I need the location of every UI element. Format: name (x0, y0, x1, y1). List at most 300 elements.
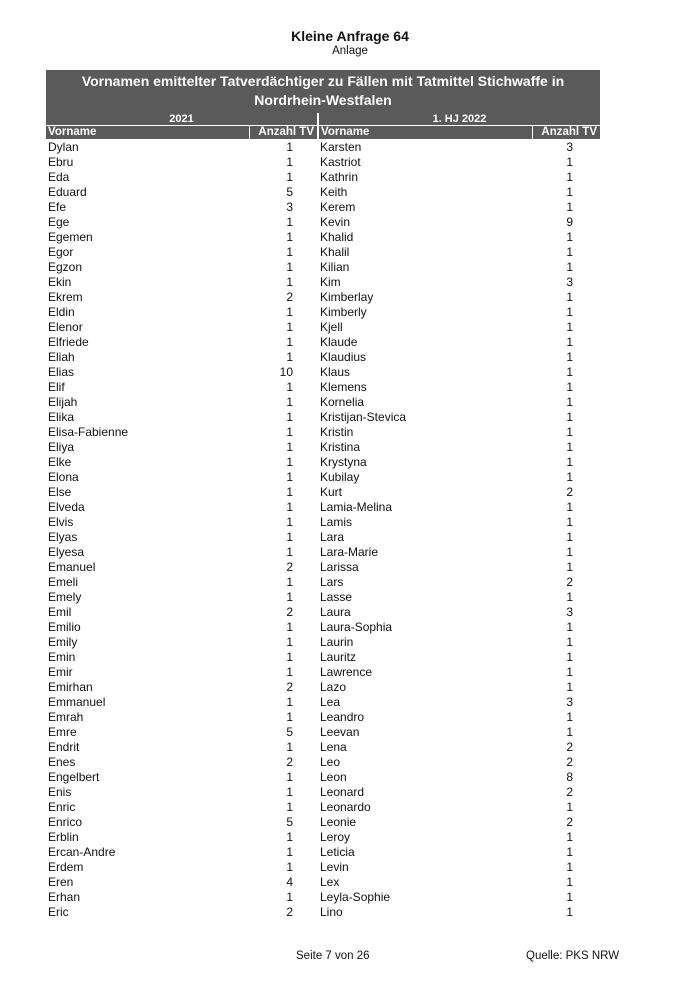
row-count: 1 (286, 620, 293, 634)
table-row (320, 185, 573, 200)
row-count: 1 (286, 425, 293, 439)
row-name: Lino (320, 905, 343, 919)
row-count: 1 (286, 860, 293, 874)
row-count: 1 (566, 530, 573, 544)
row-name: Ekin (48, 275, 72, 289)
row-count: 1 (566, 200, 573, 214)
row-count: 1 (566, 560, 573, 574)
table-row (48, 845, 293, 860)
row-count: 2 (566, 575, 573, 589)
table-row (320, 245, 573, 260)
period-header-left: 2021 (46, 113, 317, 125)
table-row (48, 485, 293, 500)
row-name: Lawrence (320, 665, 373, 679)
row-name: Eren (48, 875, 74, 889)
table-row (48, 440, 293, 455)
table-row (320, 335, 573, 350)
row-name: Elika (48, 410, 75, 424)
row-count: 1 (566, 410, 573, 424)
table-row (48, 500, 293, 515)
table-row (320, 725, 573, 740)
table-row (320, 305, 573, 320)
row-count: 8 (566, 770, 573, 784)
table-row (48, 830, 293, 845)
row-name: Emanuel (48, 560, 96, 574)
row-name: Erblin (48, 830, 79, 844)
row-count: 1 (286, 710, 293, 724)
row-name: Khalil (320, 245, 350, 259)
row-count: 3 (566, 695, 573, 709)
table-row (320, 560, 573, 575)
table-row (48, 710, 293, 725)
row-count: 1 (566, 890, 573, 904)
table-row (48, 560, 293, 575)
row-name: Emely (48, 590, 82, 604)
row-name: Leroy (320, 830, 351, 844)
row-name: Larissa (320, 560, 359, 574)
table-banner (46, 70, 600, 113)
table-row (320, 500, 573, 515)
row-count: 1 (286, 515, 293, 529)
source-note: Quelle: PKS NRW (526, 950, 620, 962)
row-count: 9 (566, 215, 573, 229)
row-name: Kubilay (320, 470, 360, 484)
row-count: 1 (286, 380, 293, 394)
row-count: 2 (286, 680, 293, 694)
row-name: Egor (48, 245, 74, 259)
row-count: 1 (286, 695, 293, 709)
row-count: 1 (286, 455, 293, 469)
row-name: Else (48, 485, 72, 499)
table-row (320, 260, 573, 275)
row-name: Emrah (48, 710, 84, 724)
row-name: Emin (48, 650, 76, 664)
row-name: Kim (320, 275, 341, 289)
row-name: Laurin (320, 635, 354, 649)
row-count: 2 (286, 905, 293, 919)
table-row (48, 620, 293, 635)
row-count: 1 (566, 875, 573, 889)
table-row (320, 785, 573, 800)
row-name: Emirhan (48, 680, 93, 694)
table-row (48, 140, 293, 155)
table-row (48, 590, 293, 605)
row-count: 1 (566, 635, 573, 649)
row-name: Leonardo (320, 800, 371, 814)
row-count: 1 (566, 170, 573, 184)
row-name: Elisa-Fabienne (48, 425, 129, 439)
table-row (48, 185, 293, 200)
table-row (320, 320, 573, 335)
table-row (320, 800, 573, 815)
row-count: 1 (566, 665, 573, 679)
table-row (320, 710, 573, 725)
row-count: 1 (566, 800, 573, 814)
row-count: 1 (566, 845, 573, 859)
row-name: Lena (320, 740, 347, 754)
row-count: 1 (286, 320, 293, 334)
row-name: Emilio (48, 620, 81, 634)
row-name: Kornelia (320, 395, 365, 409)
table-row (320, 635, 573, 650)
row-name: Lamia-Melina (320, 500, 393, 514)
row-name: Karsten (320, 140, 362, 154)
row-count: 1 (286, 335, 293, 349)
right-name-table (320, 140, 573, 920)
table-row (48, 275, 293, 290)
table-row (320, 155, 573, 170)
table-row (48, 890, 293, 905)
row-name: Elyesa (48, 545, 85, 559)
row-count: 1 (286, 590, 293, 604)
banner-line-2: Nordrhein-Westfalen (254, 92, 392, 108)
row-name: Enes (48, 755, 76, 769)
row-count: 1 (566, 860, 573, 874)
row-name: Eldin (48, 305, 75, 319)
row-count: 1 (286, 830, 293, 844)
table-row (48, 785, 293, 800)
row-count: 1 (286, 545, 293, 559)
row-count: 1 (286, 665, 293, 679)
row-count: 3 (566, 140, 573, 154)
table-row (48, 545, 293, 560)
row-name: Kristin (320, 425, 354, 439)
table-row (48, 725, 293, 740)
row-name: Emir (48, 665, 73, 679)
row-name: Lamis (320, 515, 353, 529)
table-row (320, 650, 573, 665)
row-count: 2 (566, 485, 573, 499)
row-count: 1 (286, 140, 293, 154)
row-name: Lex (320, 875, 340, 889)
table-row (320, 170, 573, 185)
row-count: 1 (566, 725, 573, 739)
table-row (320, 230, 573, 245)
row-name: Dylan (48, 140, 79, 154)
table-row (320, 620, 573, 635)
row-name: Leticia (320, 845, 355, 859)
table-row (320, 770, 573, 785)
row-name: Kevin (320, 215, 351, 229)
table-row (48, 800, 293, 815)
row-count: 1 (286, 260, 293, 274)
row-name: Erhan (48, 890, 81, 904)
row-name: Elfriede (48, 335, 89, 349)
row-name: Endrit (48, 740, 80, 754)
row-count: 1 (566, 455, 573, 469)
table-row (48, 905, 293, 920)
table-row (320, 425, 573, 440)
table-row (48, 770, 293, 785)
row-name: Eduard (48, 185, 87, 199)
row-name: Ercan-Andre (48, 845, 116, 859)
row-count: 1 (566, 515, 573, 529)
row-count: 1 (286, 440, 293, 454)
row-count: 1 (566, 245, 573, 259)
row-count: 1 (566, 350, 573, 364)
row-count: 2 (286, 755, 293, 769)
row-name: Eric (48, 905, 69, 919)
table-row (48, 605, 293, 620)
row-count: 2 (566, 755, 573, 769)
row-name: Elias (48, 365, 75, 379)
row-count: 1 (566, 590, 573, 604)
table-row (48, 860, 293, 875)
table-row (320, 665, 573, 680)
row-name: Lars (320, 575, 344, 589)
row-count: 1 (566, 305, 573, 319)
row-name: Enrico (48, 815, 83, 829)
banner-line-1: Vornamen emittelter Tatverdächtiger zu Fällen mit Tatmittel Stichwaffe in (81, 73, 565, 89)
row-name: Erdem (48, 860, 84, 874)
row-name: Lasse (320, 590, 353, 604)
row-name: Emre (48, 725, 77, 739)
row-count: 5 (286, 185, 293, 199)
row-name: Laura-Sophia (320, 620, 393, 634)
table-row (320, 905, 573, 920)
row-count: 1 (286, 275, 293, 289)
row-count: 1 (566, 650, 573, 664)
table-row (48, 665, 293, 680)
table-row (48, 380, 293, 395)
row-name: Klaudius (320, 350, 367, 364)
table-row (48, 635, 293, 650)
table-row (48, 575, 293, 590)
row-name: Lazo (320, 680, 347, 694)
table-row (48, 425, 293, 440)
row-count: 1 (286, 740, 293, 754)
row-name: Lara (320, 530, 345, 544)
row-count: 1 (566, 380, 573, 394)
row-name: Leon (320, 770, 347, 784)
row-count: 1 (566, 395, 573, 409)
row-name: Kjell (320, 320, 343, 334)
row-name: Elvis (48, 515, 74, 529)
row-count: 1 (286, 650, 293, 664)
row-count: 1 (286, 800, 293, 814)
row-name: Emeli (48, 575, 79, 589)
row-name: Kurt (320, 485, 343, 499)
row-name: Kristijan-Stevica (320, 410, 407, 424)
table-row (320, 365, 573, 380)
row-name: Kerem (320, 200, 356, 214)
table-row (320, 290, 573, 305)
table-row (48, 290, 293, 305)
row-name: Engelbert (48, 770, 100, 784)
table-row (48, 335, 293, 350)
table-row (320, 350, 573, 365)
row-name: Levin (320, 860, 349, 874)
row-count: 1 (566, 230, 573, 244)
table-row (320, 755, 573, 770)
table-row (320, 695, 573, 710)
row-name: Eliah (48, 350, 75, 364)
row-count: 1 (286, 890, 293, 904)
table-row (48, 200, 293, 215)
row-count: 4 (286, 875, 293, 889)
table-row (48, 170, 293, 185)
row-name: Lara-Marie (320, 545, 379, 559)
table-row (48, 245, 293, 260)
table-row (320, 455, 573, 470)
row-name: Klaus (320, 365, 351, 379)
row-name: Lauritz (320, 650, 357, 664)
table-row (320, 470, 573, 485)
row-name: Laura (320, 605, 351, 619)
row-count: 1 (566, 320, 573, 334)
table-row (320, 590, 573, 605)
row-count: 1 (566, 470, 573, 484)
row-count: 1 (286, 500, 293, 514)
table-row (320, 515, 573, 530)
row-name: Egzon (48, 260, 83, 274)
left-name-table (48, 140, 293, 920)
table-row (48, 305, 293, 320)
table-row (48, 395, 293, 410)
row-count: 1 (286, 845, 293, 859)
row-name: Kimberlay (320, 290, 374, 304)
row-count: 3 (286, 200, 293, 214)
page-subtitle: Anlage (332, 45, 368, 57)
table-row (320, 395, 573, 410)
row-name: Emmanuel (48, 695, 106, 709)
page-number: Seite 7 von 26 (296, 950, 370, 962)
row-count: 2 (286, 290, 293, 304)
row-name: Leandro (320, 710, 365, 724)
row-count: 1 (566, 185, 573, 199)
row-count: 1 (566, 290, 573, 304)
row-count: 1 (286, 350, 293, 364)
table-row (320, 575, 573, 590)
row-count: 1 (566, 260, 573, 274)
page-title: Kleine Anfrage 64 (291, 28, 409, 44)
row-name: Leevan (320, 725, 360, 739)
row-count: 3 (566, 605, 573, 619)
table-row (320, 485, 573, 500)
row-name: Elijah (48, 395, 78, 409)
row-name: Kristina (320, 440, 361, 454)
row-name: Elveda (48, 500, 85, 514)
row-count: 1 (286, 410, 293, 424)
table-row (320, 830, 573, 845)
row-count: 1 (566, 680, 573, 694)
table-row (320, 545, 573, 560)
table-row (320, 845, 573, 860)
table-row (48, 230, 293, 245)
row-count: 2 (566, 785, 573, 799)
table-row (320, 440, 573, 455)
column-header-name-right: Vorname (319, 126, 532, 139)
row-name: Klaude (320, 335, 358, 349)
row-count: 1 (566, 440, 573, 454)
row-name: Leonie (320, 815, 357, 829)
row-count: 1 (566, 335, 573, 349)
row-name: Eda (48, 170, 70, 184)
table-row (320, 680, 573, 695)
row-count: 1 (286, 785, 293, 799)
row-name: Eliya (48, 440, 75, 454)
table-row (48, 350, 293, 365)
table-row (320, 890, 573, 905)
row-name: Kimberly (320, 305, 367, 319)
column-header-count-right: Anzahl TV (533, 126, 600, 139)
row-count: 1 (566, 155, 573, 169)
table-row (48, 215, 293, 230)
row-name: Kastriot (320, 155, 361, 169)
row-count: 1 (566, 500, 573, 514)
row-name: Elona (48, 470, 79, 484)
row-count: 1 (286, 770, 293, 784)
row-count: 1 (566, 620, 573, 634)
row-count: 10 (279, 365, 293, 379)
row-name: Enis (48, 785, 72, 799)
row-count: 2 (286, 560, 293, 574)
row-count: 1 (566, 365, 573, 379)
row-name: Keith (320, 185, 348, 199)
row-count: 1 (286, 635, 293, 649)
row-count: 1 (286, 575, 293, 589)
column-header-name-left: Vorname (46, 126, 249, 139)
row-count: 1 (286, 485, 293, 499)
row-count: 1 (286, 530, 293, 544)
row-count: 1 (566, 545, 573, 559)
row-count: 1 (286, 245, 293, 259)
table-row (320, 815, 573, 830)
table-row (320, 140, 573, 155)
table-row (48, 455, 293, 470)
row-name: Leyla-Sophie (320, 890, 391, 904)
row-name: Kilian (320, 260, 350, 274)
table-row (320, 530, 573, 545)
table-row (48, 530, 293, 545)
table-row (48, 695, 293, 710)
row-count: 1 (566, 425, 573, 439)
row-count: 5 (286, 815, 293, 829)
row-name: Leo (320, 755, 341, 769)
table-row (320, 740, 573, 755)
row-name: Ege (48, 215, 70, 229)
row-name: Elyas (48, 530, 78, 544)
row-name: Emil (48, 605, 72, 619)
row-count: 3 (566, 275, 573, 289)
table-row (48, 410, 293, 425)
row-count: 2 (566, 815, 573, 829)
row-name: Krystyna (320, 455, 367, 469)
period-header-right: 1. HJ 2022 (319, 113, 600, 125)
row-count: 1 (286, 470, 293, 484)
table-row (48, 470, 293, 485)
row-count: 1 (286, 155, 293, 169)
row-count: 2 (286, 605, 293, 619)
row-name: Elenor (48, 320, 83, 334)
row-name: Ekrem (48, 290, 83, 304)
row-count: 1 (566, 830, 573, 844)
table-row (320, 215, 573, 230)
row-name: Efe (48, 200, 67, 214)
row-name: Kathrin (320, 170, 359, 184)
table-row (320, 860, 573, 875)
table-row (48, 365, 293, 380)
row-name: Elif (48, 380, 65, 394)
table-row (320, 875, 573, 890)
table-row (48, 650, 293, 665)
row-name: Egemen (48, 230, 93, 244)
row-count: 1 (286, 170, 293, 184)
table-row (48, 260, 293, 275)
row-name: Leonard (320, 785, 365, 799)
row-count: 1 (286, 215, 293, 229)
row-count: 1 (566, 905, 573, 919)
